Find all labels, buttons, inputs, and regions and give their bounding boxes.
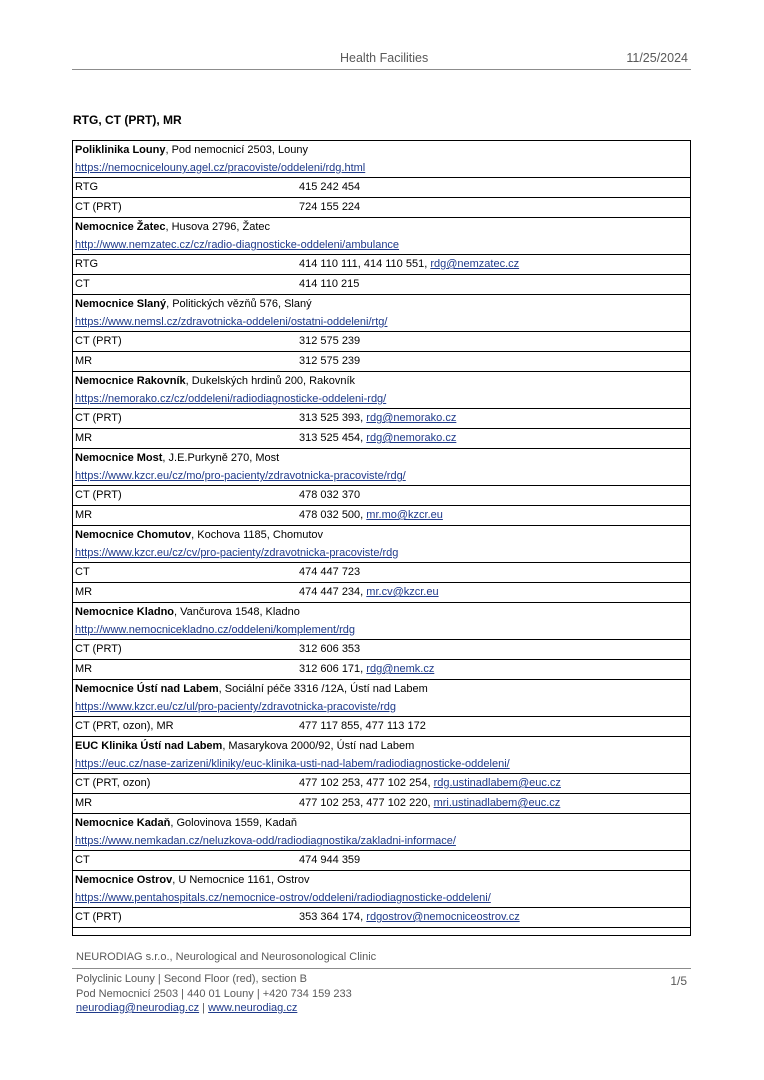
service-contact	[299, 429, 690, 448]
footer-website-link[interactable]: www.neurodiag.cz	[208, 1002, 298, 1014]
service-contact	[299, 640, 690, 659]
service-phone: 477 102 253, 477 102 254,	[299, 777, 434, 789]
service-contact	[299, 198, 690, 217]
service-contact	[299, 660, 690, 679]
section-title: RTG, CT (PRT), MR	[73, 113, 182, 127]
page-number: 1/5	[670, 974, 687, 988]
header-title: Health Facilities	[340, 51, 429, 65]
service-email-link[interactable]: mri.ustinadlabem@euc.cz	[433, 797, 561, 809]
facility-block	[73, 218, 690, 295]
service-contact	[299, 332, 690, 351]
facility-url-link[interactable]: https://euc.cz/nase-zarizeni/kliniky/euc-klinika-usti-nad-labem/radiodiagnosticke-oddeleni/	[75, 758, 510, 770]
facility-block	[73, 141, 690, 218]
facility-name: Nemocnice Chomutov	[75, 529, 192, 541]
facility-name: Nemocnice Ostrov	[75, 874, 173, 886]
service-phone: 353 364 174,	[299, 911, 367, 923]
service-row	[73, 177, 690, 197]
service-contact	[299, 486, 690, 505]
service-contact	[299, 908, 690, 927]
facility-url-line	[73, 698, 690, 716]
service-contact	[299, 794, 690, 813]
service-phone: 474 447 723	[299, 566, 361, 578]
service-name: MR	[75, 663, 93, 675]
service-email-link[interactable]: mr.mo@kzcr.eu	[366, 509, 443, 521]
facility-name: Nemocnice Kadaň	[75, 817, 171, 829]
service-row	[73, 850, 690, 870]
facility-url-line	[73, 313, 690, 331]
service-name: RTG	[75, 181, 99, 193]
service-name: MR	[75, 797, 93, 809]
facility-address: , Husova 2796, Žatec	[165, 221, 271, 233]
service-name: RTG	[75, 258, 99, 270]
service-name: CT	[75, 278, 90, 290]
header-divider	[72, 69, 691, 70]
service-name: CT (PRT)	[75, 335, 122, 347]
facility-heading	[73, 680, 690, 698]
facility-url-link[interactable]: https://nemorako.cz/cz/oddeleni/radiodiagnosticke-oddeleni-rdg/	[75, 393, 387, 405]
facility-name: EUC Klinika Ústí nad Labem	[75, 740, 223, 752]
service-contact	[299, 851, 690, 870]
facility-url-line	[73, 621, 690, 639]
facility-name: Nemocnice Slaný	[75, 298, 167, 310]
service-phone: 478 032 370	[299, 489, 361, 501]
facility-url-line	[73, 467, 690, 485]
facility-block	[73, 603, 690, 680]
facility-address: , Vančurova 1548, Kladno	[174, 606, 300, 618]
facility-address: , Dukelských hrdinů 200, Rakovník	[185, 375, 356, 387]
facility-address: , Sociální péče 3316 /12A, Ústí nad Labem	[218, 683, 428, 695]
service-name: MR	[75, 509, 93, 521]
footer-separator: |	[199, 1002, 209, 1014]
footer-email-link[interactable]: neurodiag@neurodiag.cz	[76, 1002, 200, 1014]
service-row	[73, 428, 690, 448]
service-row	[73, 408, 690, 428]
facility-heading	[73, 737, 690, 755]
facility-url-link[interactable]: https://www.kzcr.eu/cz/mo/pro-pacienty/zdravotnicka-pracoviste/rdg/	[75, 470, 406, 482]
facility-address: , Pod nemocnicí 2503, Louny	[165, 144, 308, 156]
service-email-link[interactable]: rdg@nemorako.cz	[366, 432, 457, 444]
service-name: CT	[75, 854, 90, 866]
facility-heading	[73, 603, 690, 621]
service-contact	[299, 774, 690, 793]
service-phone: 312 575 239	[299, 335, 361, 347]
service-name: CT (PRT, ozon), MR	[75, 720, 174, 732]
facility-heading	[73, 295, 690, 313]
facility-url-link[interactable]: https://www.pentahospitals.cz/nemocnice-ostrov/oddeleni/radiodiagnosticke-oddeleni/	[75, 892, 491, 904]
facility-url-link[interactable]: https://www.nemsl.cz/zdravotnicka-oddeleni/ostatni-oddeleni/rtg/	[75, 316, 388, 328]
service-name: MR	[75, 355, 93, 367]
facility-url-link[interactable]: https://nemocnicelouny.agel.cz/pracoviste/oddeleni/rdg.html	[75, 162, 366, 174]
facility-block	[73, 295, 690, 372]
service-name: CT (PRT)	[75, 911, 122, 923]
footer-divider	[72, 968, 691, 969]
facility-name: Nemocnice Kladno	[75, 606, 175, 618]
service-name: CT	[75, 566, 90, 578]
service-contact	[299, 255, 690, 274]
facility-heading	[73, 814, 690, 832]
facility-block	[73, 737, 690, 814]
service-contact	[299, 409, 690, 428]
service-row	[73, 331, 690, 351]
footer-company: NEURODIAG s.r.o., Neurological and Neurosonological Clinic	[76, 951, 377, 963]
service-phone: 312 606 353	[299, 643, 361, 655]
service-row	[73, 254, 690, 274]
facility-address: , Kochova 1185, Chomutov	[191, 529, 324, 541]
header-date: 11/25/2024	[626, 51, 688, 65]
facility-address: , U Nemocnice 1161, Ostrov	[172, 874, 310, 886]
service-row	[73, 197, 690, 217]
facility-block	[73, 871, 690, 928]
service-phone: 724 155 224	[299, 201, 361, 213]
service-row	[73, 716, 690, 736]
service-phone: 312 575 239	[299, 355, 361, 367]
facility-heading	[73, 871, 690, 889]
service-email-link[interactable]: mr.cv@kzcr.eu	[366, 586, 439, 598]
service-row	[73, 485, 690, 505]
facility-url-line	[73, 832, 690, 850]
service-row	[73, 773, 690, 793]
service-email-link[interactable]: rdg@nemzatec.cz	[430, 258, 520, 270]
service-row	[73, 351, 690, 371]
facility-heading	[73, 526, 690, 544]
footer-contact	[76, 1002, 297, 1014]
service-phone: 415 242 454	[299, 181, 361, 193]
service-phone: 414 110 111, 414 110 551,	[299, 258, 431, 270]
service-phone: 478 032 500,	[299, 509, 367, 521]
service-name: MR	[75, 586, 93, 598]
footer-location: Polyclinic Louny | Second Floor (red), section B	[76, 973, 307, 985]
facility-address: , Politických vězňů 576, Slaný	[166, 298, 312, 310]
service-phone: 312 606 171,	[299, 663, 367, 675]
service-name: CT (PRT, ozon)	[75, 777, 151, 789]
facility-url-line	[73, 159, 690, 177]
facility-name: Poliklinika Louny	[75, 144, 166, 156]
service-email-link[interactable]: rdg.ustinadlabem@euc.cz	[433, 777, 561, 789]
service-row	[73, 562, 690, 582]
service-phone: 313 525 393,	[299, 412, 367, 424]
facility-name: Nemocnice Most	[75, 452, 163, 464]
service-contact	[299, 583, 690, 602]
facility-url-line	[73, 755, 690, 773]
service-phone: 474 944 359	[299, 854, 361, 866]
facility-heading	[73, 372, 690, 390]
facility-name: Nemocnice Žatec	[75, 221, 166, 233]
facility-url-link[interactable]: http://www.nemocnicekladno.cz/oddeleni/komplement/rdg	[75, 624, 356, 636]
service-row	[73, 793, 690, 813]
facility-name: Nemocnice Ústí nad Labem	[75, 683, 219, 695]
service-name: CT (PRT)	[75, 643, 122, 655]
facility-heading	[73, 449, 690, 467]
service-contact	[299, 352, 690, 371]
service-phone: 313 525 454,	[299, 432, 367, 444]
facility-heading	[73, 218, 690, 236]
service-name: CT (PRT)	[75, 412, 122, 424]
facility-url-line	[73, 390, 690, 408]
facility-url-line	[73, 544, 690, 562]
service-row	[73, 582, 690, 602]
service-phone: 477 117 855, 477 113 172	[299, 720, 426, 732]
service-contact	[299, 563, 690, 582]
facility-heading	[73, 141, 690, 159]
facility-url-line	[73, 889, 690, 907]
service-name: CT (PRT)	[75, 489, 122, 501]
service-phone: 414 110 215	[299, 278, 360, 290]
facility-address: , Golovinova 1559, Kadaň	[170, 817, 297, 829]
service-phone: 477 102 253, 477 102 220,	[299, 797, 434, 809]
service-row	[73, 907, 690, 927]
facility-block	[73, 814, 690, 871]
service-row	[73, 274, 690, 294]
service-row	[73, 639, 690, 659]
service-contact	[299, 275, 690, 294]
facility-block	[73, 449, 690, 526]
service-row	[73, 505, 690, 525]
service-contact	[299, 717, 690, 736]
facility-url-link[interactable]: https://www.kzcr.eu/cz/ul/pro-pacienty/zdravotnicka-pracoviste/rdg	[75, 701, 396, 713]
service-name: CT (PRT)	[75, 201, 122, 213]
service-email-link[interactable]: rdg@nemorako.cz	[366, 412, 457, 424]
service-name: MR	[75, 432, 93, 444]
facility-url-link[interactable]: https://www.kzcr.eu/cz/cv/pro-pacienty/zdravotnicka-pracoviste/rdg	[75, 547, 399, 559]
facility-url-link[interactable]: http://www.nemzatec.cz/cz/radio-diagnosticke-oddeleni/ambulance	[75, 239, 400, 251]
service-row	[73, 659, 690, 679]
facilities-table	[72, 140, 691, 936]
facility-block	[73, 526, 690, 603]
service-phone: 474 447 234,	[299, 586, 367, 598]
facility-name: Nemocnice Rakovník	[75, 375, 186, 387]
facility-block	[73, 680, 690, 737]
facility-url-line	[73, 236, 690, 254]
service-email-link[interactable]: rdgostrov@nemocniceostrov.cz	[366, 911, 520, 923]
service-contact	[299, 506, 690, 525]
facility-address: , Masarykova 2000/92, Ústí nad Labem	[222, 740, 415, 752]
footer-address: Pod Nemocnicí 2503 | 440 01 Louny | +420 734 159 233	[76, 988, 352, 1000]
service-contact	[299, 178, 690, 197]
facility-address: , J.E.Purkyně 270, Most	[162, 452, 280, 464]
service-email-link[interactable]: rdg@nemk.cz	[366, 663, 435, 675]
facility-url-link[interactable]: https://www.nemkadan.cz/neluzkova-odd/radiodiagnostika/zakladni-informace/	[75, 835, 456, 847]
facility-block	[73, 372, 690, 449]
